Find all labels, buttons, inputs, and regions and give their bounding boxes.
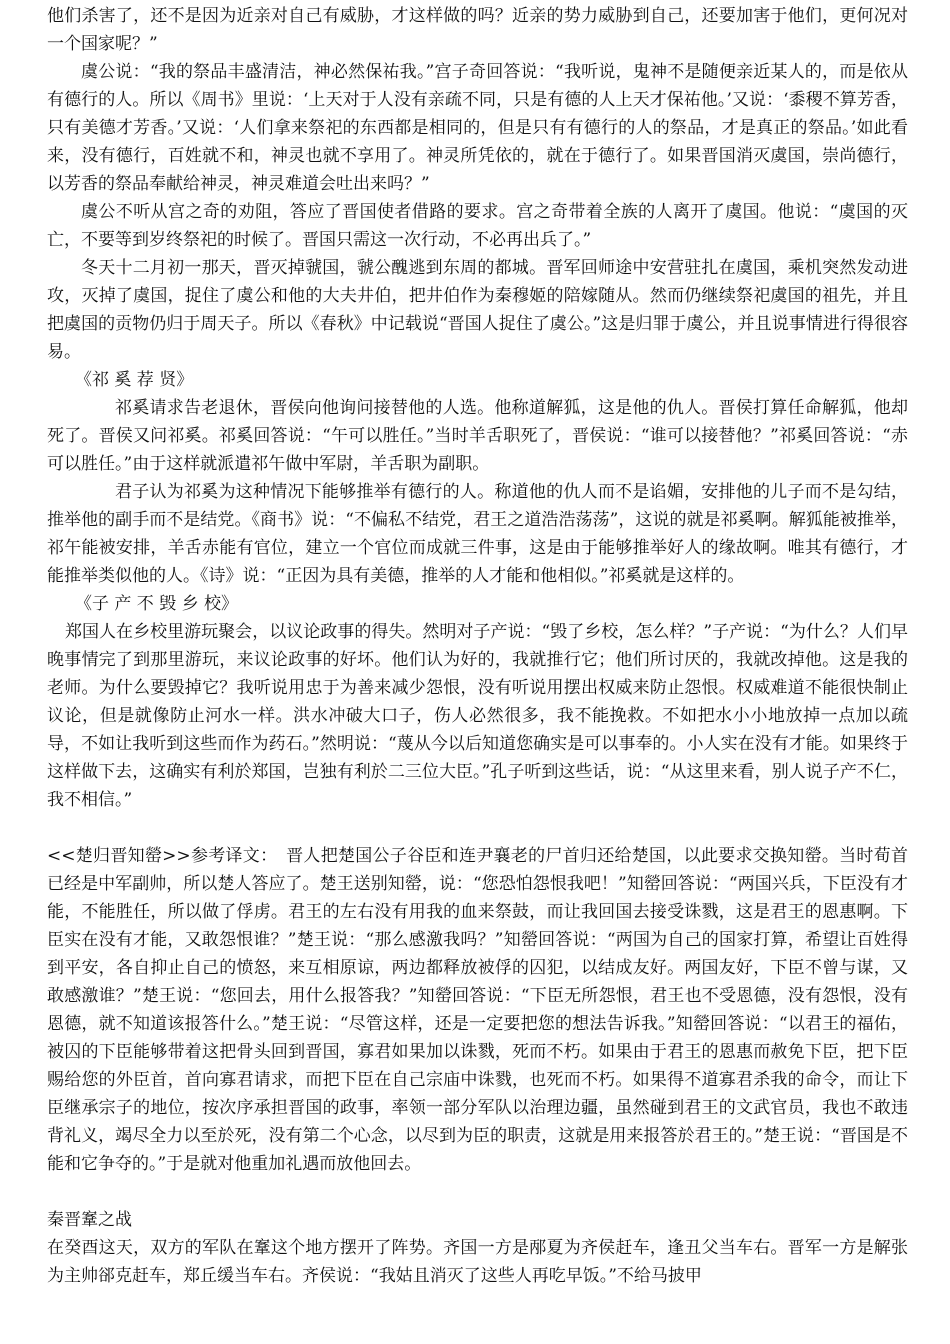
paragraph: 君子认为祁奚为这种情况下能够推举有德行的人。称道他的仇人而不是谄媚，安排他的儿子而不是勾结，推举他的副手而不是结党。《商书》说：“不偏私不结党，君王之道浩浩荡荡”，这说的就是祁奚啊。解狐能被推举，祁午能被安排，羊舌赤能有官位，建立一个官位而成就三件事，这是由于能够推举好人的缘故啊。唯其有德行，才能推举类似他的人。《诗》说：“正因为具有美德，推举的人才能和他相似。”祁奚就是这样的。 (47, 482, 908, 586)
paragraph: 郑国人在乡校里游玩聚会，以议论政事的得失。然明对子产说：“毁了乡校，怎么样？”子产说：“为什么？人们早晚事情完了到那里游玩，来议论政事的好坏。他们认为好的，我就推行它；他们所讨厌的，我就改掉他。这是我的老师。为什么要毁掉它？我听说用忠于为善来减少怨恨，没有听说用摆出权威来防止怨恨。权威难道不能很快制止议论，但是就像防止河水一样。洪水冲破大口子，伤人必然很多，我不能挽救。不如把水小小地放掉一点加以疏导，不如让我听到这些而作为药石。”然明说：“蔑从今以后知道您确实是可以事奉的。小人实在没有才能。如果终于这样做下去，这确实有利於郑国，岂独有利於二三位大臣。”孔子听到这些话，说：“从这里来看，别人说子产不仁，我不相信。” (47, 622, 908, 810)
paragraph: <<楚归晋知罃>>参考译文： 晋人把楚国公子谷臣和连尹襄老的尸首归还给楚国，以此要求交换知罃。当时荀首已经是中军副帅，所以楚人答应了。楚王送别知罃，说：“您恐怕怨恨我吧！”知罃回答说：“两国兴兵，下臣没有才能，不能胜任，所以做了俘虏。君王的左右没有用我的血来祭鼓，而让我回国去接受诛戮，这是君王的恩惠啊。下臣实在没有才能，又敢怨恨谁？”楚王说：“那么感激我吗？”知罃回答说：“两国为自己的国家打算，希望让百姓得到平安，各自抑止自己的愤怒，来互相原谅，两边都释放被俘的囚犯，以结成友好。两国友好，下臣不曾与谋，又敢感激谁？”楚王说：“您回去，用什么报答我？”知罃回答说：“下臣无所怨恨，君王也不受恩德，没有怨恨，没有恩德，就不知道该报答什么。”楚王说：“尽管这样，还是一定要把您的想法告诉我。”知罃回答说：“以君王的福佑，被囚的下臣能够带着这把骨头回到晋国，寡君如果加以诛戮，死而不朽。如果由于君王的恩惠而赦免下臣，把下臣赐给您的外臣首，首向寡君请求，而把下臣在自己宗庙中诛戮，也死而不朽。如果得不道寡君杀我的命令，而让下臣继承宗子的地位，按次序承担晋国的政事，率领一部分军队以治理边疆，虽然碰到君王的文武官员，我也不敢违背礼义，竭尽全力以至於死，没有第二个心念，以尽到为臣的职责，这就是用来报答於君王的。”楚王说：“晋国是不能和它争夺的。”于是就对他重加礼遇而放他回去。 (47, 846, 908, 1174)
paragraph: 冬天十二月初一那天，晋灭掉虢国，虢公醜逃到东周的都城。晋军回师途中安营驻扎在虞国，乘机突然发动进攻，灭掉了虞国，捉住了虞公和他的大夫井伯，把井伯作为秦穆姬的陪嫁随从。然而仍继续祭祀虞国的祖先，并且把虞国的贡物仍归于周天子。所以《春秋》中记载说“晋国人捉住了虞公。”这是归罪于虞公，并且说事情进行得很容易。 (47, 258, 908, 362)
paragraph: 他们杀害了，还不是因为近亲对自己有威胁，才这样做的吗？近亲的势力威胁到自己，还要加害于他们，更何况对一个国家呢？” (47, 6, 908, 54)
paragraph: 虞公不听从宫之奇的劝阻，答应了晋国使者借路的要求。宫之奇带着全族的人离开了虞国。他说：“虞国的灭亡，不要等到岁终祭祀的时候了。晋国只需这一次行动，不必再出兵了。” (47, 202, 908, 250)
blank-line (47, 1178, 908, 1206)
paragraph: 祁奚请求告老退休，晋侯向他询问接替他的人选。他称道解狐，这是他的仇人。晋侯打算任命解狐，他却死了。晋侯又问祁奚。祁奚回答说：“午可以胜任。”当时羊舌职死了，晋侯说：“谁可以接替他？”祁奚回答说：“赤可以胜任。”由于这样就派遣祁午做中军尉，羊舌职为副职。 (47, 398, 908, 474)
section-heading: 秦晋鞌之战 (47, 1210, 132, 1230)
paragraph: 虞公说：“我的祭品丰盛清洁，神必然保祐我。”宫子奇回答说：“我听说，鬼神不是随便亲近某人的，而是依从有德行的人。所以《周书》里说：‘上天对于人没有亲疏不同，只是有德的人上天才保祐他。’又说：‘黍稷不算芳香，只有美德才芳香。’又说：‘人们拿来祭祀的东西都是相同的，但是只有有德行的人的祭品，才是真正的祭品。’如此看来，没有德行，百姓就不和，神灵也就不享用了。神灵所凭依的，就在于德行了。如果晋国消灭虞国，崇尚德行，以芳香的祭品奉献给神灵，神灵难道会吐出来吗？” (47, 62, 908, 194)
paragraph: 在癸酉这天，双方的军队在鞌这个地方摆开了阵势。齐国一方是邴夏为齐侯赶车，逢丑父当车右。晋军一方是解张为主帅郤克赶车，郑丘缓当车右。齐侯说：“我姑且消灭了这些人再吃早饭。”不给马披甲 (47, 1238, 908, 1286)
blank-line (47, 814, 908, 842)
section-heading: 《子 产 不 毁 乡 校》 (75, 594, 239, 614)
section-heading: 《祁 奚 荐 贤》 (75, 370, 194, 390)
